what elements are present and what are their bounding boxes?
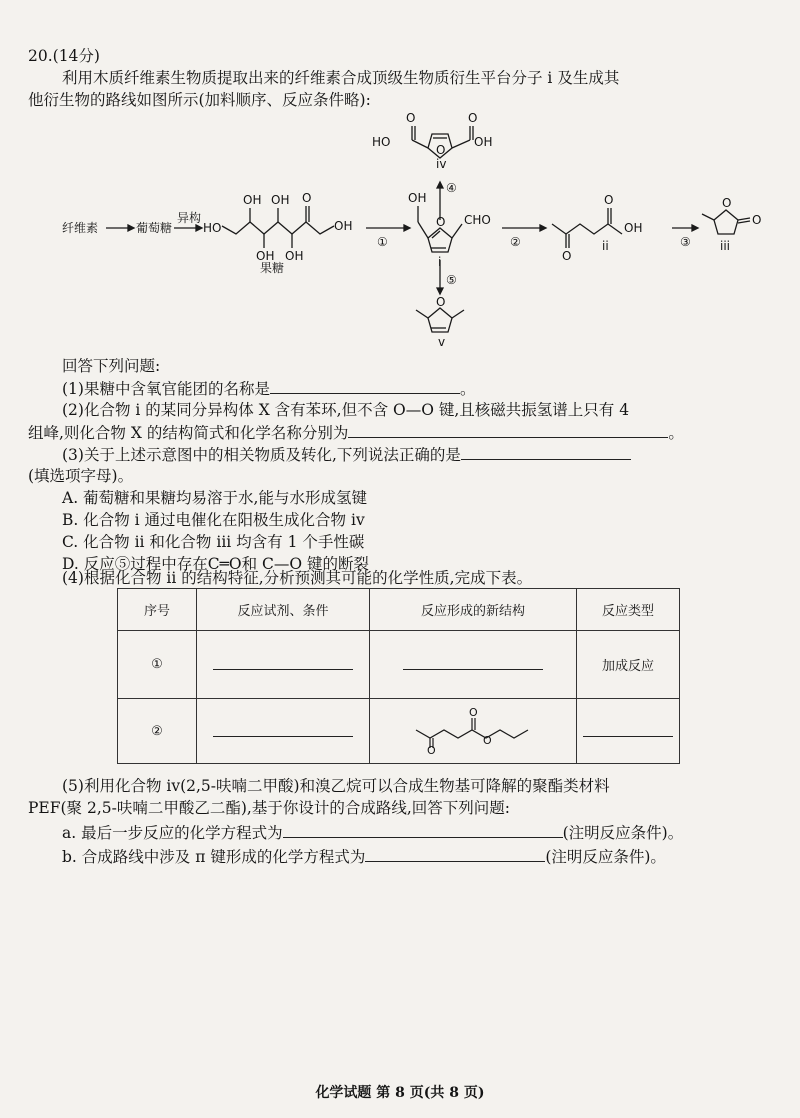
row2-reagent-cell xyxy=(197,699,370,764)
q1-end: 。 xyxy=(459,380,476,398)
row1-reagent-blank[interactable] xyxy=(213,655,353,670)
row2-type-blank[interactable] xyxy=(583,722,673,737)
i-ring-o: O xyxy=(436,215,446,229)
row2-no: ② xyxy=(118,699,197,764)
row1-type: 加成反应 xyxy=(577,631,680,699)
ester-keto-o: O xyxy=(427,744,436,754)
fructose-oh-5: OH xyxy=(334,219,353,233)
v-ring-o: O xyxy=(436,295,446,309)
i-oh: OH xyxy=(408,191,427,205)
glucose-label: 葡萄糖 xyxy=(136,221,173,235)
row1-structure-blank[interactable] xyxy=(403,655,543,670)
q4-line: (4)根据化合物 ii 的结构特征,分析预测其可能的化学性质,完成下表。 xyxy=(62,569,533,587)
q3-text: (3)关于上述示意图中的相关物质及转化,下列说法正确的是 xyxy=(62,446,461,464)
intro-line-2: 他衍生物的路线如图所示(加料顺序、反应条件略): xyxy=(28,91,371,109)
q5-line-2: PEF(聚 2,5-呋喃二甲酸乙二酯),基于你设计的合成路线,回答下列问题: xyxy=(28,799,510,817)
fructose-keto-o: O xyxy=(302,191,312,205)
option-d: D. 反应⑤过程中存在C═O和 C—O 键的断裂 xyxy=(62,555,370,573)
property-table xyxy=(117,588,680,764)
label-iii: iii xyxy=(720,239,731,253)
q2-text: 组峰,则化合物 X 的结构简式和化学名称分别为 xyxy=(28,424,349,442)
fructose-ho: HO xyxy=(203,221,222,235)
i-cho: CHO xyxy=(464,213,491,227)
step-5: ⑤ xyxy=(446,273,457,287)
row2-type-cell xyxy=(577,699,680,764)
fructose-oh-1: OH xyxy=(243,193,262,207)
label-v: v xyxy=(438,335,446,349)
header-no: 序号 xyxy=(118,589,197,631)
option-c: C. 化合物 ii 和化合物 iii 均含有 1 个手性碳 xyxy=(62,533,365,551)
step-2: ② xyxy=(510,235,521,249)
iv-oh: OH xyxy=(474,135,493,149)
header-structure: 反应形成的新结构 xyxy=(370,589,577,631)
fructose-oh-3: OH xyxy=(271,193,290,207)
option-a: A. 葡萄糖和果糖均易溶于水,能与水形成氢键 xyxy=(62,489,367,507)
iv-ho: HO xyxy=(372,135,391,149)
q5-line-1: (5)利用化合物 iv(2,5-呋喃二甲酸)和溴乙烷可以合成生物基可降解的聚酯类材料 xyxy=(62,777,610,795)
row1-reagent-cell xyxy=(197,631,370,699)
ester-structure xyxy=(408,704,538,754)
iv-o-1: O xyxy=(406,111,416,125)
fructose-label: 果糖 xyxy=(260,261,285,275)
q1-line xyxy=(62,378,475,399)
row2-structure-cell xyxy=(370,699,577,764)
q2-line-1: (2)化合物 i 的某同分异构体 X 含有苯环,但不含 O—O 键,且核磁共振氢谱上只有 4 xyxy=(62,401,630,419)
fructose-oh-4: OH xyxy=(285,249,304,263)
iii-ring-o: O xyxy=(722,196,732,210)
question-number: 20.(14分) xyxy=(28,47,100,65)
option-b: B. 化合物 i 通过电催化在阳极生成化合物 iv xyxy=(62,511,365,529)
ii-acid-o: O xyxy=(604,193,614,207)
iii-keto-o: O xyxy=(752,213,762,227)
reaction-scheme xyxy=(0,110,800,360)
header-type: 反应类型 xyxy=(577,589,680,631)
page-footer: 化学试题 第 8 页(共 8 页) xyxy=(315,1085,485,1101)
row1-structure-cell xyxy=(370,631,577,699)
q2-end: 。 xyxy=(668,424,684,442)
answer-prompt: 回答下列问题: xyxy=(62,357,161,375)
step-1: ① xyxy=(377,235,388,249)
cellulose-label: 纤维素 xyxy=(62,221,99,235)
q1-text: (1)果糖中含氧官能团的名称是 xyxy=(62,380,270,398)
ii-keto-o: O xyxy=(562,249,572,263)
row1-no: ① xyxy=(118,631,197,699)
q5b-line xyxy=(62,846,666,867)
ester-link-o: O xyxy=(483,734,492,747)
q5b-end: (注明反应条件)。 xyxy=(545,848,666,866)
row2-reagent-blank[interactable] xyxy=(213,722,353,737)
q3-line-1 xyxy=(62,444,631,465)
iv-o-2: O xyxy=(468,111,478,125)
q3-answer-blank[interactable] xyxy=(461,444,631,460)
header-reagent: 反应试剂、条件 xyxy=(197,589,370,631)
isomerize-label: 异构 xyxy=(177,211,202,225)
q3-line-2: (填选项字母)。 xyxy=(28,467,134,485)
q5b-answer-blank[interactable] xyxy=(365,846,545,862)
q5a-line xyxy=(62,822,683,843)
label-i: i xyxy=(438,255,442,269)
ester-carbonyl-o: O xyxy=(469,706,478,719)
q2-answer-blank[interactable] xyxy=(348,422,668,438)
fructose-oh-2: OH xyxy=(256,249,275,263)
iv-ring-o: O xyxy=(436,143,446,157)
step-3: ③ xyxy=(680,235,691,249)
label-iv: iv xyxy=(436,157,447,171)
label-ii: ii xyxy=(602,239,609,253)
q5a-end: (注明反应条件)。 xyxy=(562,824,684,842)
q5b-text: b. 合成路线中涉及 π 键形成的化学方程式为 xyxy=(62,848,366,866)
q2-line-2 xyxy=(28,422,684,443)
ii-oh: OH xyxy=(624,221,643,235)
q5a-text: a. 最后一步反应的化学方程式为 xyxy=(62,824,283,842)
q1-answer-blank[interactable] xyxy=(270,378,460,394)
step-4: ④ xyxy=(446,181,457,195)
q5a-answer-blank[interactable] xyxy=(283,822,563,838)
intro-line-1: 利用木质纤维素生物质提取出来的纤维素合成顶级生物质衍生平台分子 i 及生成其 xyxy=(62,69,620,87)
